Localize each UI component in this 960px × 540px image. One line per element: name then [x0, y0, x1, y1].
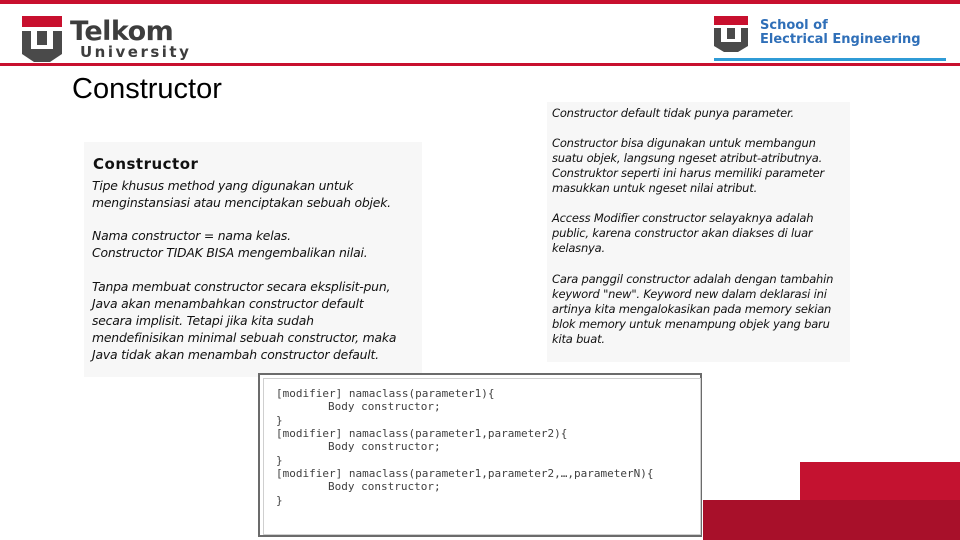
- constructor-definition-card: [84, 142, 422, 377]
- note-line: kita buat.: [552, 332, 605, 346]
- card-line: Constructor TIDAK BISA mengembalikan nilai.: [92, 245, 368, 260]
- note-line: keyword "new". Keyword new dalam deklarasi ini: [552, 287, 827, 301]
- note-line: blok memory untuk menampung objek yang baru: [552, 317, 830, 331]
- code-line: }: [276, 414, 283, 427]
- telkom-university-logo-icon: [22, 16, 62, 62]
- note-line: Constructor bisa digunakan untuk membangun: [552, 136, 816, 150]
- card-line: Java akan menambahkan constructor default: [92, 296, 364, 311]
- note-line: Access Modifier constructor selayaknya adalah: [552, 211, 814, 225]
- constructor-notes-card: [547, 102, 850, 362]
- school-name-line2: Electrical Engineering: [760, 32, 921, 47]
- telkom-wordmark: Telkom: [70, 16, 174, 47]
- note-line: suatu objek, langsung ngeset atribut-atributnya.: [552, 151, 823, 165]
- card-line: Nama constructor = nama kelas.: [92, 228, 291, 243]
- card-heading: Constructor: [93, 155, 199, 173]
- card-line: mendefinisikan minimal sebuah constructor, maka: [92, 330, 397, 345]
- code-line: [modifier] namaclass(parameter1){: [276, 387, 495, 400]
- university-wordmark: University: [80, 43, 192, 61]
- header-divider: [0, 63, 960, 66]
- code-line: Body constructor;: [328, 480, 441, 493]
- code-line: }: [276, 494, 283, 507]
- card-line: menginstansiasi atau menciptakan sebuah objek.: [92, 195, 391, 210]
- school-underline: [714, 58, 946, 61]
- code-panel: [263, 378, 701, 535]
- code-line: Body constructor;: [328, 400, 441, 413]
- card-line: secara implisit. Tetapi jika kita sudah: [92, 313, 314, 328]
- corner-decoration: [703, 500, 960, 540]
- code-line: [modifier] namaclass(parameter1,parameter2){: [276, 427, 568, 440]
- code-line: Body constructor;: [328, 440, 441, 453]
- card-line: Tipe khusus method yang digunakan untuk: [92, 178, 354, 193]
- school-name-line1: School of: [760, 18, 828, 33]
- slide-title: Constructor: [72, 73, 222, 105]
- card-line: Java tidak akan menambah constructor default.: [92, 347, 379, 362]
- constructor-syntax-code-box: [258, 373, 702, 537]
- note-line: public, karena constructor akan diakses di luar: [552, 226, 813, 240]
- code-line: }: [276, 454, 283, 467]
- note-line: masukkan untuk ngeset nilai atribut.: [552, 181, 758, 195]
- school-logo-icon: [714, 16, 748, 52]
- code-line: [modifier] namaclass(parameter1,parameter2,…,parameterN){: [276, 467, 654, 480]
- note-line: Constructor default tidak punya parameter.: [552, 106, 794, 120]
- note-line: Construktor seperti ini harus memiliki parameter: [552, 166, 825, 180]
- note-line: Cara panggil constructor adalah dengan tambahin: [552, 272, 834, 286]
- card-line: Tanpa membuat constructor secara eksplisit-pun,: [92, 279, 391, 294]
- note-line: kelasnya.: [552, 241, 605, 255]
- slide-header: [0, 4, 960, 64]
- note-line: artinya kita mengalokasikan pada memory sekian: [552, 302, 832, 316]
